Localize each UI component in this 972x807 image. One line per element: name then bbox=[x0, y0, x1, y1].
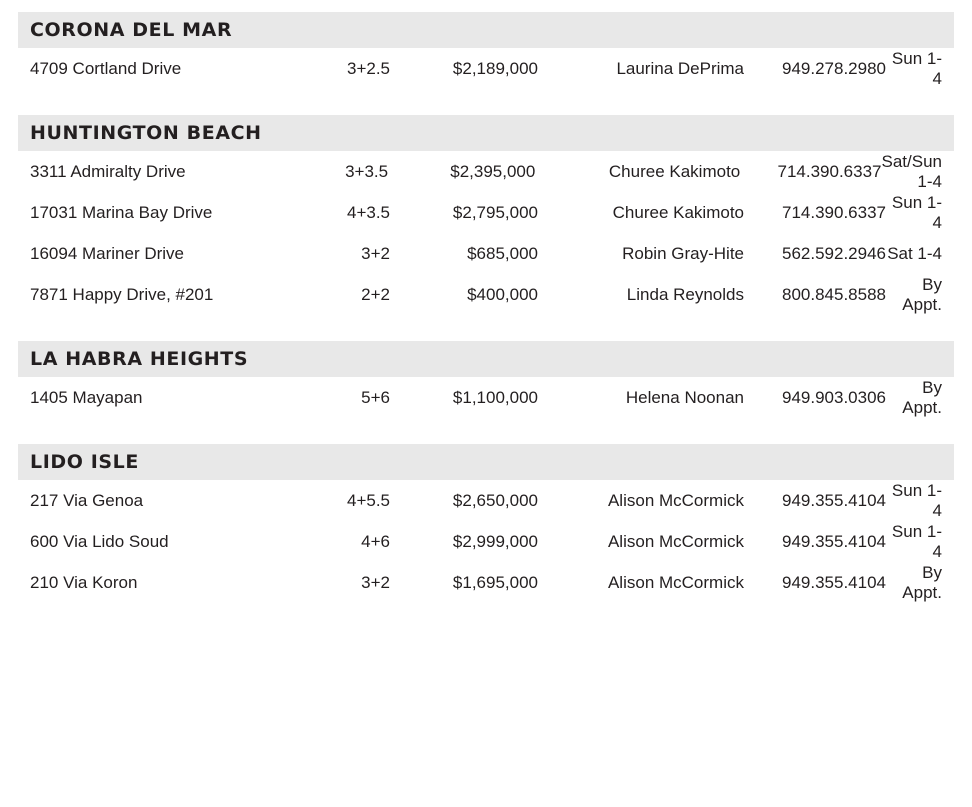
listing-section bbox=[18, 12, 954, 89]
listing-price: $1,100,000 bbox=[452, 387, 538, 407]
listing-agent: Helena Noonan bbox=[625, 387, 744, 407]
section-title: HUNTINGTON BEACH bbox=[30, 122, 262, 144]
section-divider bbox=[18, 323, 954, 341]
listing-price: $1,695,000 bbox=[452, 572, 538, 592]
listing-agent: Alison McCormick bbox=[607, 572, 744, 592]
section-header bbox=[18, 12, 954, 48]
section-title: LIDO ISLE bbox=[30, 451, 139, 473]
table-row[interactable] bbox=[18, 377, 954, 418]
listing-price: $400,000 bbox=[467, 284, 538, 304]
listing-phone: 800.845.8588 bbox=[782, 284, 886, 304]
listing-open-house-time: Sun 1-4 bbox=[891, 192, 942, 232]
listing-beds-baths: 4+5.5 bbox=[346, 490, 390, 510]
section-title: LA HABRA HEIGHTS bbox=[30, 348, 249, 370]
listing-address: 17031 Marina Bay Drive bbox=[30, 202, 213, 222]
listing-price: $2,395,000 bbox=[450, 161, 536, 181]
listing-open-house-time: Sat 1-4 bbox=[887, 243, 942, 263]
listing-price: $2,795,000 bbox=[452, 202, 538, 222]
listing-price: $2,189,000 bbox=[452, 58, 538, 78]
listing-beds-baths: 4+3.5 bbox=[346, 202, 390, 222]
listing-address: 600 Via Lido Soud bbox=[30, 531, 169, 551]
table-row[interactable] bbox=[18, 151, 954, 192]
listing-beds-baths: 5+6 bbox=[361, 387, 390, 407]
section-header bbox=[18, 444, 954, 480]
listing-price: $2,999,000 bbox=[452, 531, 538, 551]
listing-section bbox=[18, 341, 954, 418]
listing-section bbox=[18, 115, 954, 315]
table-row[interactable] bbox=[18, 274, 954, 315]
listing-beds-baths: 2+2 bbox=[361, 284, 390, 304]
listing-address: 16094 Mariner Drive bbox=[30, 243, 185, 263]
section-header bbox=[18, 115, 954, 151]
listing-address: 7871 Happy Drive, #201 bbox=[30, 284, 214, 304]
listing-open-house-time: By Appt. bbox=[902, 377, 942, 417]
listing-address: 4709 Cortland Drive bbox=[30, 58, 182, 78]
listing-agent: Churee Kakimoto bbox=[608, 161, 741, 181]
table-row[interactable] bbox=[18, 233, 954, 274]
section-divider bbox=[18, 426, 954, 444]
listing-agent: Linda Reynolds bbox=[626, 284, 744, 304]
table-row[interactable] bbox=[18, 521, 954, 562]
table-row[interactable] bbox=[18, 192, 954, 233]
listing-agent: Alison McCormick bbox=[607, 531, 744, 551]
listing-phone: 949.355.4104 bbox=[782, 490, 886, 510]
section-divider bbox=[18, 97, 954, 115]
listing-phone: 949.355.4104 bbox=[782, 572, 886, 592]
listing-agent: Robin Gray-Hite bbox=[622, 243, 744, 263]
listing-address: 210 Via Koron bbox=[30, 572, 138, 592]
listing-beds-baths: 4+6 bbox=[361, 531, 390, 551]
listing-phone: 714.390.6337 bbox=[782, 202, 886, 222]
listing-open-house-time: Sun 1-4 bbox=[891, 480, 942, 520]
section-header bbox=[18, 341, 954, 377]
listing-address: 1405 Mayapan bbox=[30, 387, 143, 407]
listing-beds-baths: 3+2 bbox=[361, 572, 390, 592]
listing-phone: 949.355.4104 bbox=[782, 531, 886, 551]
listing-address: 3311 Admiralty Drive bbox=[30, 161, 186, 181]
listing-phone: 949.903.0306 bbox=[782, 387, 886, 407]
listing-section bbox=[18, 444, 954, 603]
listing-agent: Churee Kakimoto bbox=[612, 202, 744, 222]
listing-open-house-time: Sun 1-4 bbox=[891, 48, 942, 88]
listing-price: $685,000 bbox=[467, 243, 538, 263]
table-row[interactable] bbox=[18, 562, 954, 603]
listing-beds-baths: 3+2 bbox=[361, 243, 390, 263]
listing-beds-baths: 3+3.5 bbox=[345, 161, 389, 181]
listing-phone: 562.592.2946 bbox=[782, 243, 886, 263]
listing-phone: 714.390.6337 bbox=[777, 161, 882, 181]
listing-phone: 949.278.2980 bbox=[782, 58, 886, 78]
table-row[interactable] bbox=[18, 48, 954, 89]
listing-agent: Alison McCormick bbox=[607, 490, 744, 510]
listing-open-house-time: Sun 1-4 bbox=[891, 521, 942, 561]
listing-open-house-time: Sat/Sun 1-4 bbox=[881, 151, 942, 191]
listing-address: 217 Via Genoa bbox=[30, 490, 144, 510]
section-title: CORONA DEL MAR bbox=[30, 19, 233, 41]
listing-open-house-time: By Appt. bbox=[902, 274, 942, 314]
listing-beds-baths: 3+2.5 bbox=[346, 58, 390, 78]
table-row[interactable] bbox=[18, 480, 954, 521]
listing-agent: Laurina DePrima bbox=[616, 58, 744, 78]
listing-price: $2,650,000 bbox=[452, 490, 538, 510]
listing-open-house-time: By Appt. bbox=[902, 562, 942, 602]
